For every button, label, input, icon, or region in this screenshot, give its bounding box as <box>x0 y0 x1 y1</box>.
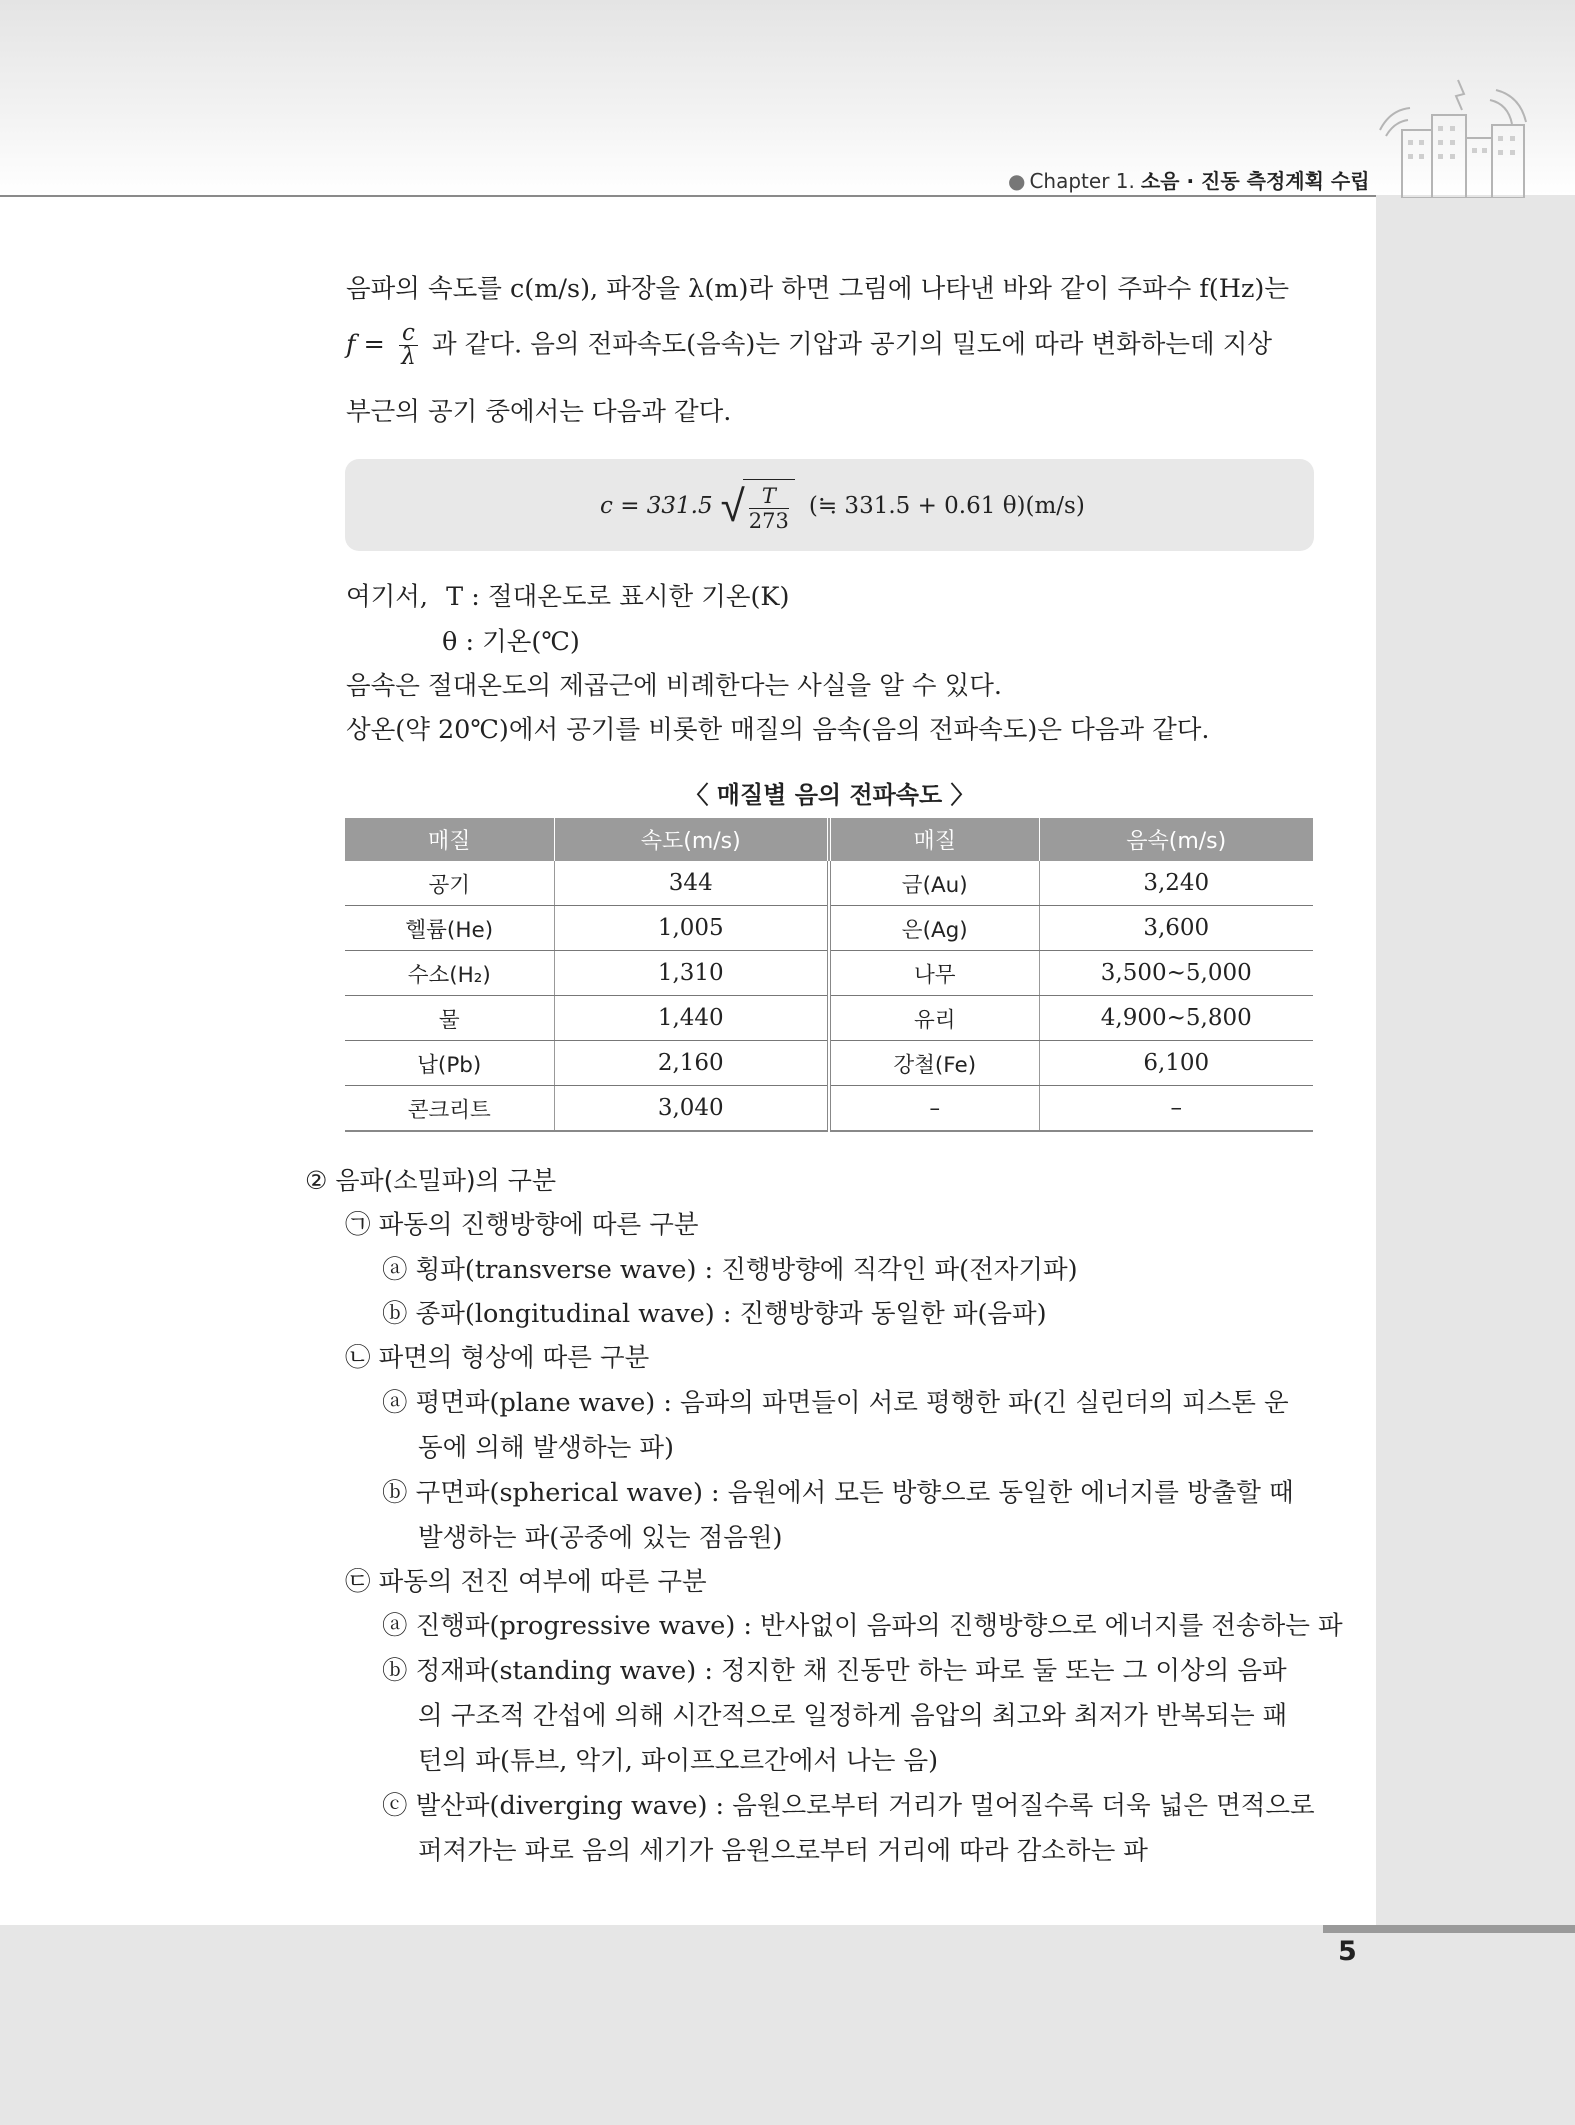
speed-cell: 3,500~5,000 <box>1039 951 1313 996</box>
bullet-icon: ● <box>1008 169 1026 193</box>
medium-cell: 나무 <box>829 951 1039 996</box>
page-number: 5 <box>1338 1936 1357 1967</box>
speed-cell: 4,900~5,800 <box>1039 996 1313 1041</box>
table-row <box>345 906 1313 951</box>
formula-approx: (≒ 331.5 + 0.61 θ)(m/s) <box>808 493 1085 519</box>
t-definition: T : 절대온도로 표시한 기온(K) <box>446 582 790 612</box>
speed-cell: 2,160 <box>554 1041 829 1086</box>
medium-cell: 공기 <box>345 861 554 906</box>
speed-cell: 1,005 <box>554 906 829 951</box>
medium-cell: 강철(Fe) <box>829 1041 1039 1086</box>
fraction-c-lambda <box>399 322 418 369</box>
intro-line-3: 부근의 공기 중에서는 다음과 같다. <box>346 397 732 427</box>
item-b1-line-1: ⓐ 평면파(plane wave) : 음파의 파면들이 서로 평행한 파(긴 실린더의 피스톤 운 <box>382 1388 1289 1418</box>
chapter-title: 소음 · 진동 측정계획 수립 <box>1140 169 1370 193</box>
item-c3-line-1: ⓒ 발산파(diverging wave) : 음원으로부터 거리가 멀어질수록 더욱 넓은 면적으로 <box>382 1791 1315 1821</box>
frac-num: c <box>399 322 418 346</box>
col-header: 매질 <box>829 818 1039 861</box>
side-strip <box>1376 195 1575 1925</box>
item-c2-line-2: 의 구조적 간섭에 의해 시간적으로 일정하게 음압의 최고와 최저가 반복되는 패 <box>418 1701 1288 1731</box>
sqrt-fraction <box>743 479 795 533</box>
medium-cell: 헬륨(He) <box>345 906 554 951</box>
where-line <box>346 582 1312 612</box>
subsection-b-title: ㉡ 파면의 형상에 따른 구분 <box>345 1343 650 1373</box>
col-header: 매질 <box>345 818 554 861</box>
chapter-header <box>1008 165 1370 194</box>
table-row <box>345 951 1313 996</box>
medium-cell: 유리 <box>829 996 1039 1041</box>
col-header: 음속(m/s) <box>1039 818 1313 861</box>
where-prefix: 여기서, <box>346 582 429 612</box>
item-a1: ⓐ 횡파(transverse wave) : 진행방향에 직각인 파(전자기파) <box>382 1255 1078 1285</box>
subsection-a-title: ㉠ 파동의 진행방향에 따른 구분 <box>345 1210 699 1240</box>
sqrt-den: 273 <box>748 509 789 533</box>
speed-cell: 1,440 <box>554 996 829 1041</box>
note-1: 음속은 절대온도의 제곱근에 비례한다는 사실을 알 수 있다. <box>346 671 1003 701</box>
chapter-label: Chapter 1. <box>1029 169 1135 193</box>
theta-definition: θ : 기온(℃) <box>442 627 580 657</box>
col-header: 속도(m/s) <box>554 818 829 861</box>
f-lhs: f = <box>346 329 385 360</box>
medium-cell: 물 <box>345 996 554 1041</box>
item-b2-line-2: 발생하는 파(공중에 있는 점음원) <box>418 1523 783 1553</box>
table-header-row <box>345 818 1313 861</box>
speed-cell: 344 <box>554 861 829 906</box>
sound-speed-table <box>345 818 1313 1132</box>
item-c2-line-3: 턴의 파(튜브, 악기, 파이프오르간에서 나는 음) <box>418 1746 939 1776</box>
speed-cell: 3,600 <box>1039 906 1313 951</box>
city-sound-icon <box>1372 70 1532 198</box>
table-row <box>345 861 1313 906</box>
medium-cell: 수소(H₂) <box>345 951 554 996</box>
table-row <box>345 996 1313 1041</box>
sqrt-num: T <box>749 484 789 509</box>
speed-formula <box>600 466 1120 546</box>
speed-cell: 3,040 <box>554 1086 829 1132</box>
section-heading: ② 음파(소밀파)의 구분 <box>305 1166 557 1195</box>
medium-cell: – <box>829 1086 1039 1132</box>
speed-cell: 3,240 <box>1039 861 1313 906</box>
medium-cell: 은(Ag) <box>829 906 1039 951</box>
note-2: 상온(약 20℃)에서 공기를 비롯한 매질의 음속(음의 전파속도)은 다음과 같다. <box>346 715 1210 745</box>
item-b2-line-1: ⓑ 구면파(spherical wave) : 음원에서 모든 방향으로 동일한 에너지를 방출할 때 <box>382 1478 1294 1508</box>
table-row <box>345 1086 1313 1132</box>
subsection-c-title: ㉢ 파동의 전진 여부에 따른 구분 <box>345 1567 707 1597</box>
intro-line-2 <box>346 322 1312 382</box>
intro-line-1: 음파의 속도를 c(m/s), 파장을 λ(m)라 하면 그림에 나타낸 바와 같이 주파수 f(Hz)는 <box>346 274 1290 304</box>
header-rule <box>0 195 1575 197</box>
sqrt-expression <box>721 479 795 533</box>
item-c2-line-1: ⓑ 정재파(standing wave) : 정지한 채 진동만 하는 파로 둘 또는 그 이상의 음파 <box>382 1656 1287 1686</box>
sqrt-icon: √ <box>720 480 745 532</box>
item-a2: ⓑ 종파(longitudinal wave) : 진행방향과 동일한 파(음파) <box>382 1299 1047 1329</box>
item-b1-line-2: 동에 의해 발생하는 파) <box>418 1433 674 1463</box>
speed-cell: 6,100 <box>1039 1041 1313 1086</box>
formula-lhs: c = 331.5 <box>600 493 713 519</box>
medium-cell: 금(Au) <box>829 861 1039 906</box>
table-title: 〈 매질별 음의 전파속도 〉 <box>684 781 975 809</box>
item-c1: ⓐ 진행파(progressive wave) : 반사없이 음파의 진행방향으로 에너지를 전송하는 파 <box>382 1611 1343 1641</box>
intro-line-2-text: 과 같다. 음의 전파속도(음속)는 기압과 공기의 밀도에 따라 변화하는데 지상 <box>432 329 1272 360</box>
item-c3-line-2: 퍼져가는 파로 음의 세기가 음원으로부터 거리에 따라 감소하는 파 <box>418 1836 1148 1866</box>
medium-cell: 콘크리트 <box>345 1086 554 1132</box>
frac-den: λ <box>401 344 416 370</box>
speed-cell: – <box>1039 1086 1313 1132</box>
medium-cell: 납(Pb) <box>345 1041 554 1086</box>
table-row <box>345 1041 1313 1086</box>
footer-bar <box>1323 1925 1575 1933</box>
speed-cell: 1,310 <box>554 951 829 996</box>
